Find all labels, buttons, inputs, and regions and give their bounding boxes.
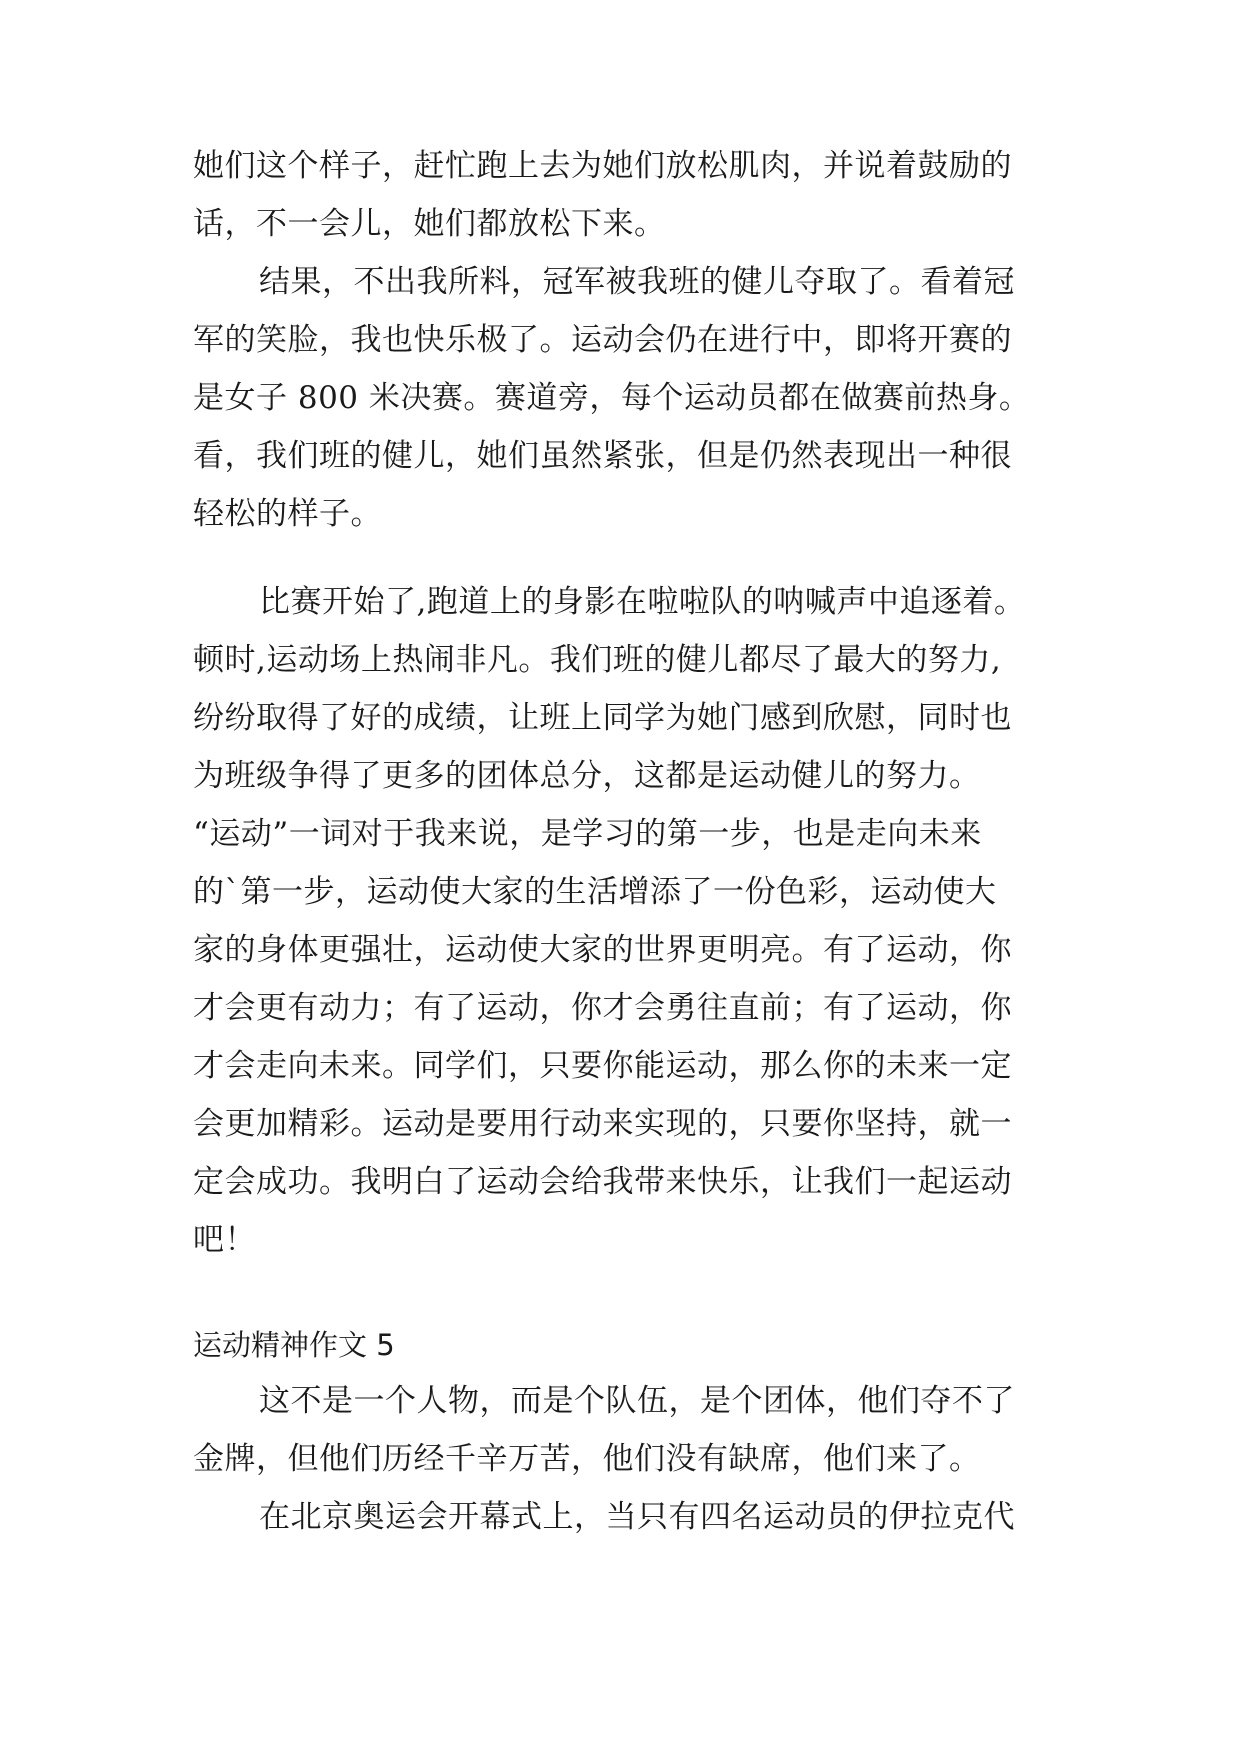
text-line: 定会成功。我明白了运动会给我带来快乐，让我们一起运动 [193, 1164, 1012, 1200]
paragraph-beijing [193, 1488, 1053, 1546]
paragraph-continuation [193, 137, 1053, 253]
text-line: 的`第一步，运动使大家的生活增添了一份色彩，运动使大 [193, 874, 997, 910]
text-line: 结果，不出我所料，冠军被我班的健儿夺取了。看着冠 [259, 264, 1015, 300]
text-line: “运动”一词对于我来说，是学习的第一步，也是走向未来 [193, 816, 982, 852]
text-line: 纷纷取得了好的成绩，让班上同学为她门感到欣慰，同时也 [193, 700, 1012, 736]
text-line: 在北京奥运会开幕式上，当只有四名运动员的伊拉克代 [259, 1499, 1015, 1535]
text-line: 家的身体更强壮，运动使大家的世界更明亮。有了运动，你 [193, 932, 1012, 968]
text-line: 是女子 800 米决赛。赛道旁，每个运动员都在做赛前热身。 [193, 380, 1031, 416]
section-title: 运动精神作文 5 [193, 1328, 395, 1362]
text-line: 看，我们班的健儿，她们虽然紧张，但是仍然表现出一种很 [193, 438, 1012, 474]
text-line: 军的笑脸，我也快乐极了。运动会仍在进行中，即将开赛的 [193, 322, 1012, 358]
text-line: 话，不一会儿，她们都放松下来。 [193, 206, 666, 242]
text-line: 为班级争得了更多的团体总分，这都是运动健儿的努力。 [193, 758, 981, 794]
text-line: 金牌，但他们历经千辛万苦，他们没有缺席，他们来了。 [193, 1441, 981, 1477]
paragraph-race [193, 573, 1053, 1269]
text-line: 才会更有动力；有了运动，你才会勇往直前；有了运动，你 [193, 990, 1012, 1026]
paragraph-team [193, 1372, 1053, 1488]
text-line: 会更加精彩。运动是要用行动来实现的，只要你坚持，就一 [193, 1106, 1012, 1142]
text-line: 吧！ [193, 1222, 256, 1258]
text-line: 比赛开始了,跑道上的身影在啦啦队的呐喊声中追逐着。 [259, 584, 1026, 620]
text-line: 轻松的样子。 [193, 496, 382, 532]
paragraph-result [193, 253, 1053, 543]
text-line: 她们这个样子，赶忙跑上去为她们放松肌肉，并说着鼓励的 [193, 148, 1012, 184]
text-line: 才会走向未来。同学们，只要你能运动，那么你的未来一定 [193, 1048, 1012, 1084]
text-line: 顿时,运动场上热闹非凡。我们班的健儿都尽了最大的努力, [193, 642, 1002, 678]
text-line: 这不是一个人物，而是个队伍，是个团体，他们夺不了 [259, 1383, 1015, 1419]
